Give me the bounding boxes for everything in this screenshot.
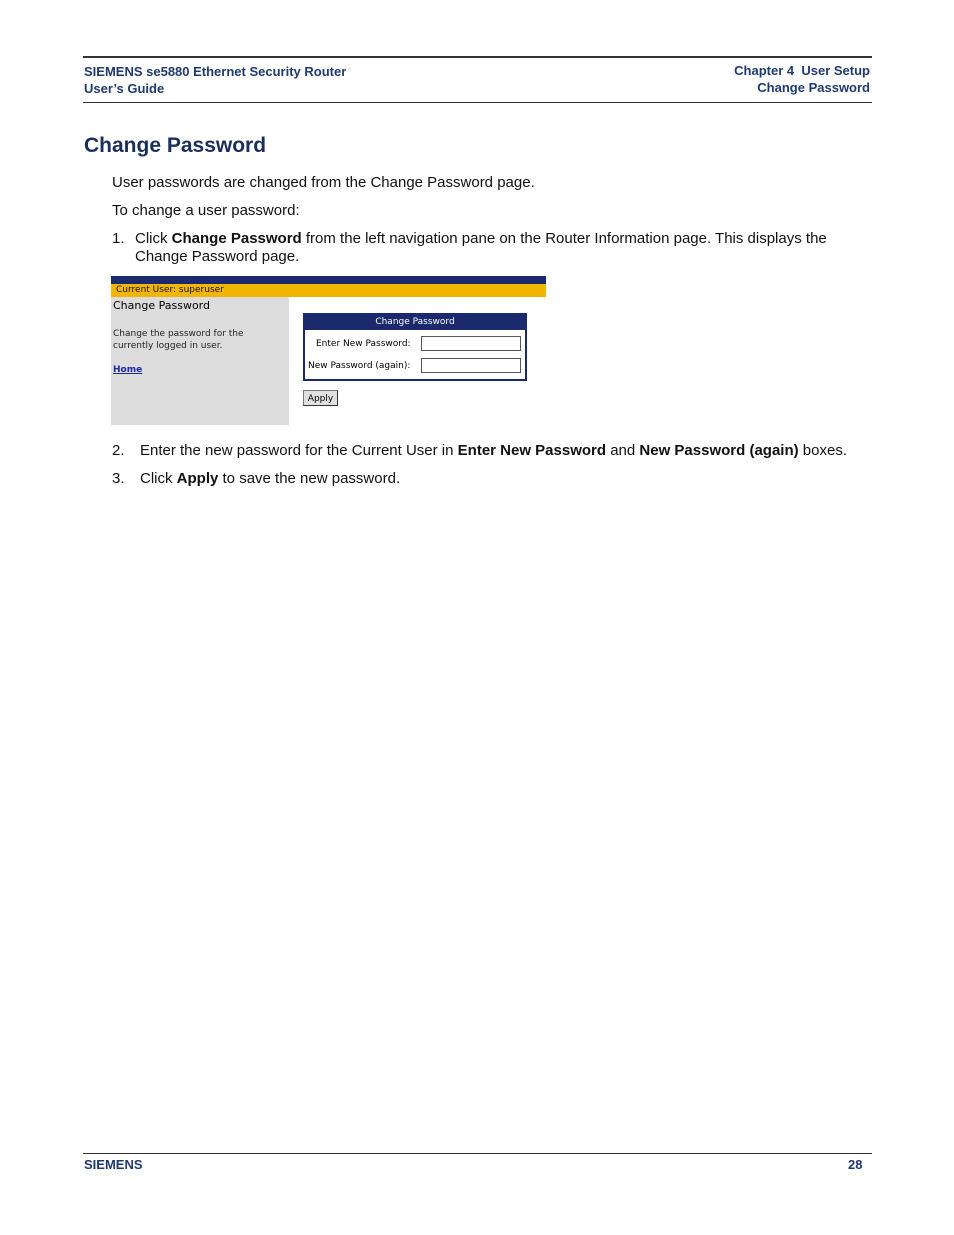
- step-text: [140, 442, 880, 460]
- step-number: 1.: [112, 230, 125, 247]
- step-number: 3.: [112, 470, 125, 487]
- ui-change-password-box: [303, 313, 527, 381]
- step-ui-term: Change Password: [171, 230, 302, 247]
- step-text-part: boxes.: [798, 442, 848, 459]
- ui-side-title: Change Password: [113, 299, 210, 312]
- embedded-ui-screenshot: [111, 276, 546, 425]
- header-top-rule: [83, 56, 872, 58]
- step-number: 2.: [112, 442, 125, 459]
- ui-box-title: Change Password: [305, 315, 525, 330]
- ui-side-description: Change the password for the currently logged in user.: [113, 329, 244, 351]
- step-ui-term: New Password (again): [639, 442, 799, 459]
- step-text-part: and: [606, 442, 640, 459]
- step-text-part: Click: [135, 230, 172, 247]
- ui-apply-button[interactable]: Apply: [303, 390, 338, 406]
- ui-new-password-input[interactable]: [421, 336, 521, 351]
- step-text-part: Enter the new password for the Current User in: [140, 442, 458, 459]
- step-text: [140, 470, 880, 488]
- header-guide-name: User’s Guide: [84, 81, 165, 96]
- running-header-left: [84, 63, 346, 97]
- ui-top-bar: [111, 276, 546, 284]
- step-ui-term: Enter New Password: [457, 442, 607, 459]
- step-text-part: Click: [140, 470, 177, 487]
- footer-rule: [83, 1153, 872, 1154]
- ui-again-password-input[interactable]: [421, 358, 521, 373]
- step-ui-term: Apply: [176, 470, 219, 487]
- header-product-name: SIEMENS se5880 Ethernet Security Router: [84, 64, 347, 79]
- page-number: 28: [848, 1157, 863, 1172]
- ui-left-pane: [111, 297, 289, 425]
- running-header-right: [734, 62, 870, 96]
- ui-current-user: Current User: superuser: [116, 285, 224, 295]
- step-text-part: to save the new password.: [218, 470, 401, 487]
- ui-again-password-label: New Password (again):: [308, 361, 411, 371]
- ui-new-password-label: Enter New Password:: [316, 339, 411, 349]
- header-bottom-rule: [83, 102, 872, 103]
- ui-home-link[interactable]: Home: [113, 365, 143, 375]
- section-title: Change Password: [84, 134, 267, 157]
- step-text-part: from the left navigation pane on the Router Information page. This displays the Change Password page.: [135, 230, 827, 265]
- header-chapter: Chapter 4 User Setup: [734, 63, 870, 78]
- header-section: Change Password: [757, 80, 870, 95]
- intro-paragraph: User passwords are changed from the Change Password page.: [112, 174, 535, 191]
- footer-brand: SIEMENS: [84, 1157, 143, 1172]
- step-text: [135, 230, 875, 266]
- lead-paragraph: To change a user password:: [112, 202, 300, 219]
